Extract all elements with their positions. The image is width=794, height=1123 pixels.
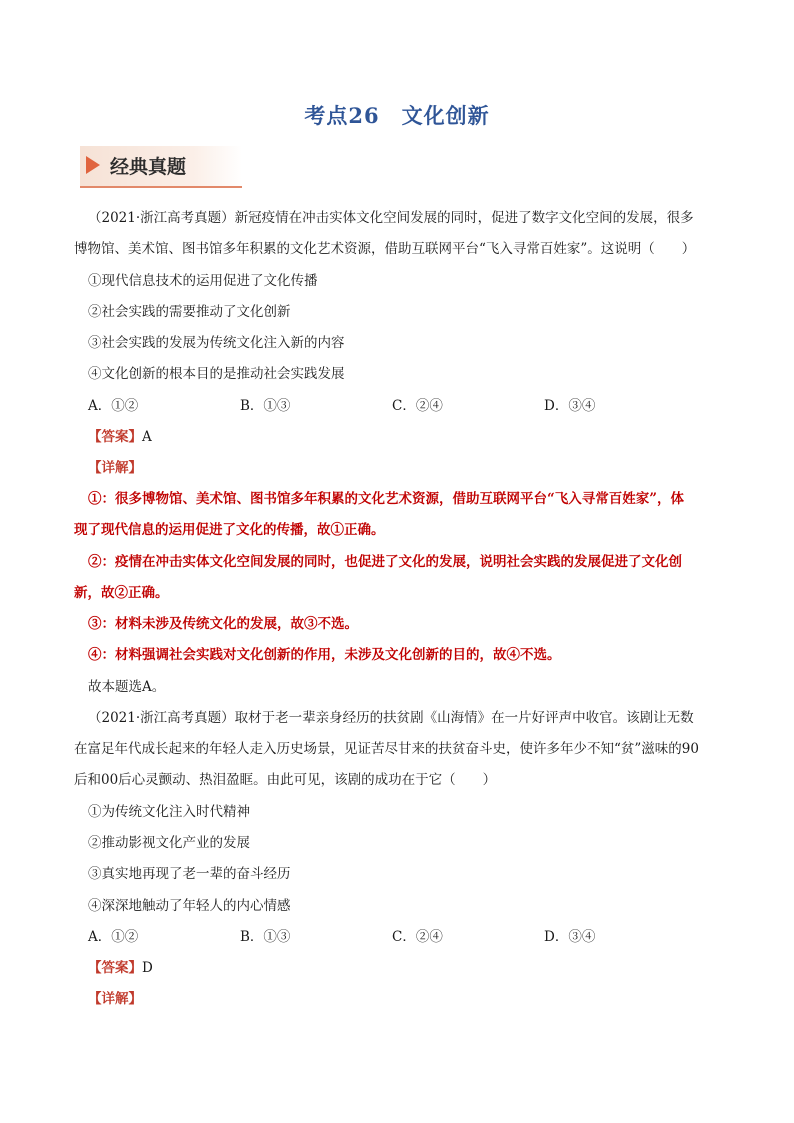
q2-option-b: B．①③ bbox=[240, 929, 291, 945]
q2-stem-line-3: 后和00后心灵颤动、热泪盈眶。由此可见，该剧的成功在于它（ ） bbox=[74, 772, 497, 788]
q1-statement-2: ②社会实践的需要推动了文化创新 bbox=[88, 304, 291, 320]
q2-answer bbox=[88, 956, 153, 976]
topic-name: 文化创新 bbox=[401, 103, 490, 128]
q1-analysis-2-line-1: ②：疫情在冲击实体文化空间发展的同时，也促进了文化的发展，说明社会实践的发展促进了文化创 bbox=[88, 554, 682, 570]
q2-answer-value: D bbox=[142, 960, 153, 976]
q1-answer-value: A bbox=[142, 429, 152, 445]
q1-analysis-1-line-2: 现了现代信息的运用促进了文化的传播，故①正确。 bbox=[74, 522, 385, 538]
q2-option-a: A．①② bbox=[88, 929, 139, 945]
q1-conclusion: 故本题选A。 bbox=[88, 679, 166, 695]
q1-option-d: D．③④ bbox=[544, 398, 596, 414]
q2-detail-label: 【详解】 bbox=[88, 991, 142, 1007]
page-title bbox=[0, 100, 794, 130]
arrow-right-icon bbox=[86, 156, 100, 174]
q2-stem-line-1: （2021·浙江高考真题）取材于老一辈亲身经历的扶贫剧《山海情》在一片好评声中收官。该剧让无数 bbox=[88, 710, 694, 726]
q1-statement-4: ④文化创新的根本目的是推动社会实践发展 bbox=[88, 366, 345, 382]
q1-answer-label: 【答案】 bbox=[88, 429, 142, 445]
q2-statement-4: ④深深地触动了年轻人的内心情感 bbox=[88, 898, 291, 914]
q1-stem-line-1: （2021·浙江高考真题）新冠疫情在冲击实体文化空间发展的同时，促进了数字文化空间的发展，很多 bbox=[88, 210, 694, 226]
q2-statement-1: ①为传统文化注入时代精神 bbox=[88, 804, 250, 820]
section-header bbox=[80, 146, 242, 188]
q1-answer bbox=[88, 425, 152, 445]
q1-analysis-3: ③：材料未涉及传统文化的发展，故③不选。 bbox=[88, 616, 358, 632]
q1-stem-line-2: 博物馆、美术馆、图书馆多年积累的文化艺术资源，借助互联网平台“飞入寻常百姓家”。这说明（ ） bbox=[74, 241, 696, 257]
q1-options bbox=[88, 394, 696, 414]
q1-analysis-4: ④：材料强调社会实践对文化创新的作用，未涉及文化创新的目的，故④不选。 bbox=[88, 647, 561, 663]
topic-number: 考点26 bbox=[304, 103, 380, 128]
q2-answer-label: 【答案】 bbox=[88, 960, 142, 976]
q2-option-c: C．②④ bbox=[392, 929, 443, 945]
q2-options bbox=[88, 925, 696, 945]
q1-option-a: A．①② bbox=[88, 398, 139, 414]
q2-stem-line-2: 在富足年代成长起来的年轻人走入历史场景，见证苦尽甘来的扶贫奋斗史，使许多年少不知“贫”滋味的90 bbox=[74, 741, 699, 757]
q2-option-d: D．③④ bbox=[544, 929, 596, 945]
q2-statement-2: ②推动影视文化产业的发展 bbox=[88, 835, 250, 851]
q1-option-c: C．②④ bbox=[392, 398, 443, 414]
q1-analysis-2-line-2: 新，故②正确。 bbox=[74, 585, 169, 601]
q1-option-b: B．①③ bbox=[240, 398, 291, 414]
q1-statement-3: ③社会实践的发展为传统文化注入新的内容 bbox=[88, 335, 345, 351]
q1-analysis-1-line-1: ①：很多博物馆、美术馆、图书馆多年积累的文化艺术资源，借助互联网平台“飞入寻常百姓家”，体 bbox=[88, 491, 685, 507]
q2-statement-3: ③真实地再现了老一辈的奋斗经历 bbox=[88, 866, 291, 882]
q1-detail-label: 【详解】 bbox=[88, 460, 142, 476]
q1-statement-1: ①现代信息技术的运用促进了文化传播 bbox=[88, 273, 318, 289]
section-label: 经典真题 bbox=[110, 156, 187, 178]
